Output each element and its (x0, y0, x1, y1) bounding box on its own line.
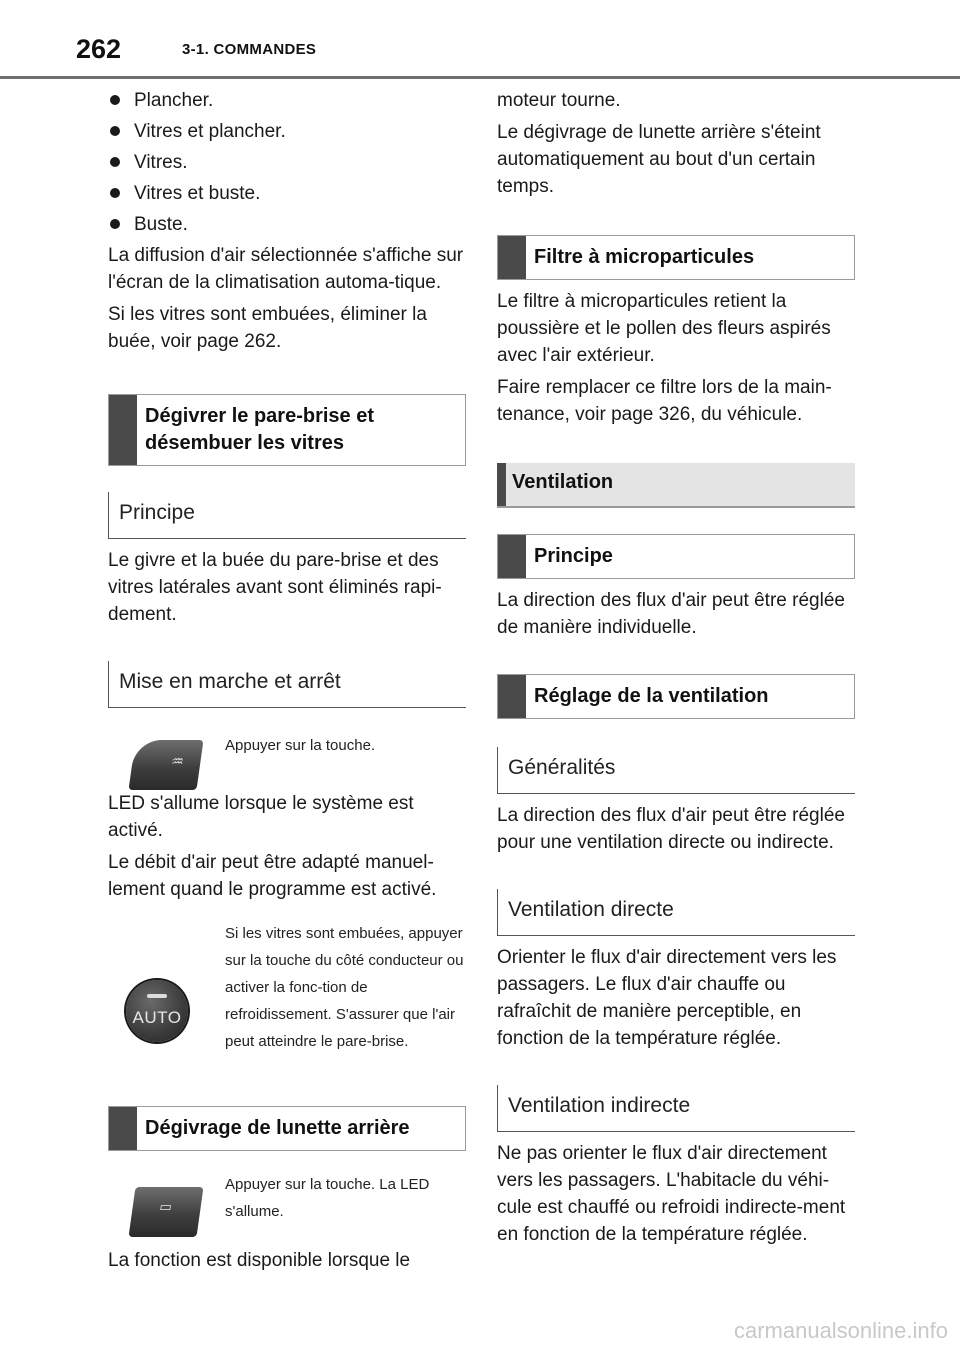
heading-text: Dégivrage de lunette arrière (145, 1117, 410, 1139)
paragraph: LED s'allume lorsque le système est activé. (108, 793, 414, 841)
rear-window-defrost-button (128, 1187, 203, 1237)
right-column (497, 87, 855, 1253)
instruction-text: Appuyer sur la touche. La LED s'allume. (225, 1176, 430, 1220)
paragraph: La direction des flux d'air peut être réglée pour une ventilation directe ou indirecte. (497, 805, 845, 853)
paragraph: La diffusion d'air sélectionnée s'affiche sur l'écran de la climatisation automa-tique. (108, 245, 464, 293)
section-heading-degivrer (108, 394, 466, 466)
auto-button (126, 980, 188, 1042)
rear-defrost-icon: ▭ (158, 1199, 173, 1214)
subheading-ventilation-directe: Ventilation directe (497, 889, 855, 936)
chapter-title: 3-1. COMMANDES (182, 41, 317, 58)
heading-bar (498, 236, 526, 279)
paragraph: Orienter le flux d'air directement vers les passagers. Le flux d'air chauffe ou rafraîchit de manière perceptible, en fonction de la température réglée. (497, 947, 837, 1049)
subheading-mise-en-marche: Mise en marche et arrêt (108, 661, 466, 708)
paragraph: Le filtre à microparticules retient la poussière et le pollen des fleurs aspirés avec l'air extérieur. (497, 291, 831, 366)
instruction-text: Si les vitres sont embuées, appuyer sur la touche du côté conducteur ou activer la fonc-tion de refroidissement. S'assurer que l'air peut atteindre le pare-brise. (225, 925, 464, 1050)
heading-bar (497, 463, 506, 506)
heading-bar (498, 535, 526, 578)
section-heading-filtre (497, 235, 855, 280)
auto-label: AUTO (132, 1008, 182, 1027)
windshield-defrost-button (128, 740, 203, 790)
paragraph: Faire remplacer ce filtre lors de la main-tenance, voir page 326, du véhicule. (497, 377, 832, 425)
paragraph: La direction des flux d'air peut être réglée de manière individuelle. (497, 590, 845, 638)
section-heading-lunette (108, 1106, 466, 1151)
heading-text: Principe (534, 545, 613, 567)
paragraph: Si les vitres sont embuées, éliminer la buée, voir page 262. (108, 304, 427, 352)
heading-bar (109, 395, 137, 465)
left-column (108, 87, 466, 1279)
heading-text: Réglage de la ventilation (534, 685, 769, 707)
air-distribution-list (108, 87, 466, 238)
heading-bar (498, 675, 526, 718)
auto-button-row (108, 920, 466, 1082)
watermark: carmanualsonline.info (733, 1318, 948, 1343)
heading-text: Dégivrer le pare-brise et désembuer les vitres (145, 405, 374, 454)
section-heading-reglage (497, 674, 855, 719)
heading-text: Filtre à microparticules (534, 246, 755, 268)
paragraph: La fonction est disponible lorsque le (108, 1250, 411, 1271)
subheading-principe: Principe (108, 492, 466, 539)
header-divider (0, 76, 960, 79)
heading-text: Ventilation (512, 471, 614, 493)
instruction-text: Appuyer sur la touche. (225, 737, 376, 754)
paragraph: Le dégivrage de lunette arrière s'éteint automatiquement au bout d'un certain temps. (497, 122, 821, 197)
subheading-generalites: Généralités (497, 747, 855, 794)
list-item: Vitres. (108, 149, 466, 176)
subheading-ventilation-indirecte: Ventilation indirecte (497, 1085, 855, 1132)
led-indicator (147, 994, 167, 998)
paragraph: moteur tourne. (497, 90, 621, 111)
list-item: Vitres et buste. (108, 180, 466, 207)
heading-bar (109, 1107, 137, 1150)
section-heading-ventilation (497, 463, 855, 508)
rear-defrost-button-row (108, 1171, 466, 1233)
paragraph: Le débit d'air peut être adapté manuel-lement quand le programme est activé. (108, 852, 437, 900)
list-item: Plancher. (108, 87, 466, 114)
page-number: 262 (76, 34, 122, 64)
paragraph: Le givre et la buée du pare-brise et des vitres latérales avant sont éliminés rapi-dement. (108, 550, 442, 625)
page-header (0, 0, 960, 80)
paragraph: Ne pas orienter le flux d'air directement vers les passagers. L'habitacle du véhi-cule est chauffé ou refroidi indirecte-ment en fonction de la température réglée. (497, 1143, 846, 1245)
list-item: Vitres et plancher. (108, 118, 466, 145)
section-heading-principe (497, 534, 855, 579)
defrost-button-row (108, 732, 466, 790)
list-item: Buste. (108, 211, 466, 238)
defrost-icon: ♒ (170, 753, 185, 769)
